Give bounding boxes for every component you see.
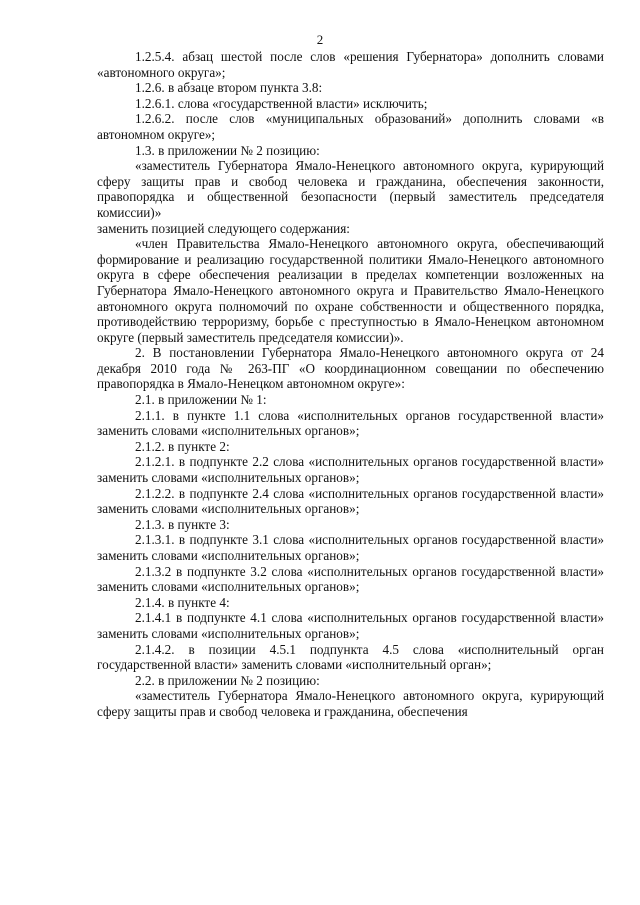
quoted-position-continued: «заместитель Губернатора Ямало-Ненецкого автономного округа, курирующий сферу защиты прав и свобод человека и гражданина, обеспечения — [97, 688, 604, 719]
paragraph-1-2-6-2: 1.2.6.2. после слов «муниципальных образований» дополнить словами «в автономном округе»; — [97, 111, 604, 142]
replace-instruction: заменить позицией следующего содержания: — [97, 220, 350, 236]
paragraph-2-2: 2.2. в приложении № 2 позицию: — [135, 672, 320, 688]
paragraph-2-1-3-2: 2.1.3.2 в подпункте 3.2 слова «исполнительных органов государственной власти» заменить словами «исполнительных органов»; — [97, 563, 604, 595]
paragraph-2-1-2: 2.1.2. в пункте 2: — [135, 438, 230, 454]
paragraph-2-1-1: 2.1.1. в пункте 1.1 слова «исполнительных органов государственной власти» заменить словами «исполнительных органов»; — [97, 407, 604, 439]
paragraph-2-1-3: 2.1.3. в пункте 3: — [135, 516, 230, 532]
paragraph-2-1-4-1: 2.1.4.1 в подпункте 4.1 слова «исполнительных органов государственной власти» заменить словами «исполнительных органов»; — [97, 610, 604, 641]
quoted-new-position: «член Правительства Ямало-Ненецкого автономного округа, обеспечивающий формирование и реализацию государственной политики Ямало-Ненецкого автономного округа в сфере обеспечения реализации в пределах компетенции возложенных на Губернатора Ямало-Ненецкого автономного округа и Правительство Ямало-Ненецкого автономного округа полномочий по охране собственности и общественного порядка, противодействию терроризму, борьбе с преступностью в Ямало-Ненецком автономном округе (первый заместитель председателя комиссии)». — [97, 236, 604, 345]
paragraph-2-1-2-2: 2.1.2.2. в подпункте 2.4 слова «исполнительных органов государственной власти» заменить словами «исполнительных органов»; — [97, 485, 604, 517]
document-body — [97, 49, 604, 720]
quoted-old-position: «заместитель Губернатора Ямало-Ненецкого автономного округа, курирующий сферу защиты прав и свобод человека и гражданина, обеспечения законности, правопорядка и общественной безопасности (первый заместитель председателя комиссии)» — [97, 158, 604, 220]
paragraph-2: 2. В постановлении Губернатора Ямало-Ненецкого автономного округа от 24 декабря 2010 года № 263-ПГ «О координационном совещании по обеспечению правопорядка в Ямало-Ненецком автономном округе»: — [97, 345, 604, 392]
paragraph-1-2-6: 1.2.6. в абзаце втором пункта 3.8: — [135, 80, 323, 96]
paragraph-2-1-4-2: 2.1.4.2. в позиции 4.5.1 подпункта 4.5 слова «исполнительный орган государственной власти» заменить словами «исполнительный орган»; — [97, 641, 604, 673]
page-number: 2 — [316, 32, 324, 47]
paragraph-2-1-2-1: 2.1.2.1. в подпункте 2.2 слова «исполнительных органов государственной власти» заменить словами «исполнительных органов»; — [97, 454, 604, 486]
paragraph-2-1: 2.1. в приложении № 1: — [135, 392, 267, 408]
paragraph-1-2-5-4: 1.2.5.4. абзац шестой после слов «решения Губернатора» дополнить словами «автономного округа»; — [97, 49, 604, 80]
paragraph-2-1-4: 2.1.4. в пункте 4: — [135, 594, 230, 610]
paragraph-2-1-3-1: 2.1.3.1. в подпункте 3.1 слова «исполнительных органов государственной власти» заменить словами «исполнительных органов»; — [97, 532, 604, 563]
paragraph-1-3: 1.3. в приложении № 2 позицию: — [135, 142, 320, 158]
paragraph-1-2-6-1: 1.2.6.1. слова «государственной власти» исключить; — [135, 95, 428, 111]
